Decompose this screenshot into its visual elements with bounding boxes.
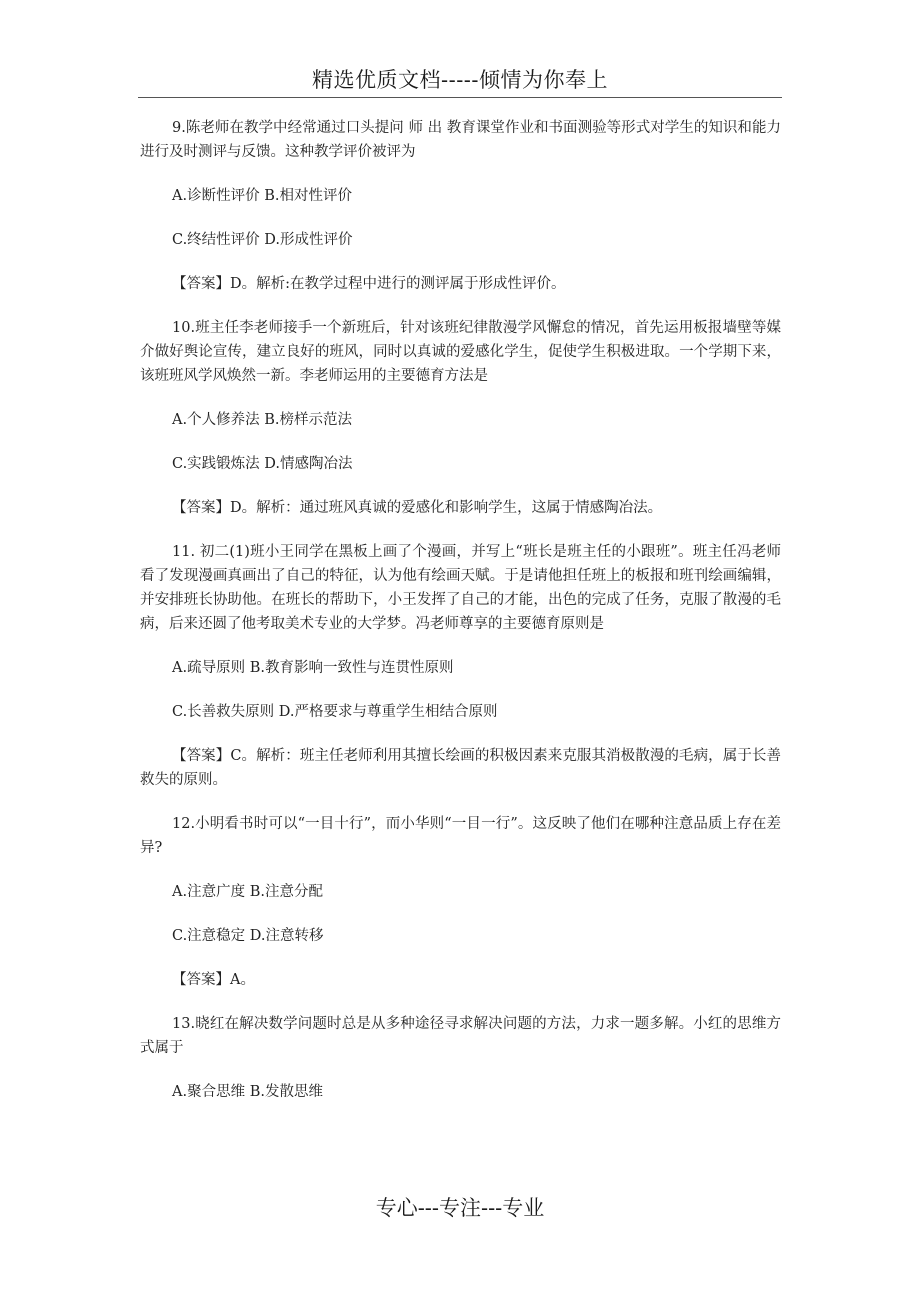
page-header-title: 精选优质文档-----倾情为你奉上 <box>312 68 608 92</box>
question-9: 9.陈老师在教学中经常通过口头提问 师 出 教育课堂作业和书面测验等形式对学生的知识和能力进行及时测评与反馈。这种教学评价被评为 <box>140 120 781 160</box>
question-10: 10.班主任李老师接手一个新班后，针对该班纪律散漫学风懈怠的情况，首先运用板报墙壁等媒介做好舆论宣传，建立良好的班风，同时以真诚的爱感化学生，促使学生积极进取。一个学期下来，该班班风学风焕然一新。李老师运用的主要德育方法是 <box>140 320 781 384</box>
question-13: 13.晓红在解决数学问题时总是从多种途径寻求解决问题的方法，力求一题多解。小红的思维方式属于 <box>140 1016 781 1056</box>
question-11-answer: 【答案】C。解析：班主任老师利用其擅长绘画的积极因素来克服其消极散漫的毛病，属于长善救失的原则。 <box>140 748 781 788</box>
question-13-options-ab: A.聚合思维 B.发散思维 <box>172 1084 323 1100</box>
document-body <box>140 116 781 1124</box>
header-divider <box>138 97 782 98</box>
question-12-answer: 【答案】A。 <box>172 972 255 988</box>
question-9-options-cd: C.终结性评价 D.形成性评价 <box>172 232 353 248</box>
page-footer-text: 专心---专注---专业 <box>375 1196 545 1220</box>
question-11-options-cd: C.长善救失原则 D.严格要求与尊重学生相结合原则 <box>172 704 498 720</box>
question-11: 11. 初二(1)班小王同学在黑板上画了个漫画，并写上“班长是班主任的小跟班”。班主任冯老师看了发现漫画真画出了自己的特征，认为他有绘画天赋。于是请他担任班上的板报和班刊绘画编辑，并安排班长协助他。在班长的帮助下，小王发挥了自己的才能，出色的完成了任务，克服了散漫的毛病，后来还圆了他考取美术专业的大学梦。冯老师尊享的主要德育原则是 <box>140 544 781 632</box>
question-12: 12.小明看书时可以“一目十行”，而小华则“一目一行”。这反映了他们在哪种注意品质上存在差异? <box>140 816 781 856</box>
question-9-options-ab: A.诊断性评价 B.相对性评价 <box>172 188 352 204</box>
question-12-options-cd: C.注意稳定 D.注意转移 <box>172 928 324 944</box>
question-9-answer: 【答案】D。解析:在教学过程中进行的测评属于形成性评价。 <box>172 276 566 292</box>
question-11-options-ab: A.疏导原则 B.教育影响一致性与连贯性原则 <box>172 660 454 676</box>
question-10-answer: 【答案】D。解析：通过班风真诚的爱感化和影响学生，这属于情感陶冶法。 <box>172 500 663 516</box>
question-12-options-ab: A.注意广度 B.注意分配 <box>172 884 323 900</box>
question-10-options-ab: A.个人修养法 B.榜样示范法 <box>172 412 352 428</box>
question-10-options-cd: C.实践锻炼法 D.情感陶冶法 <box>172 456 353 472</box>
